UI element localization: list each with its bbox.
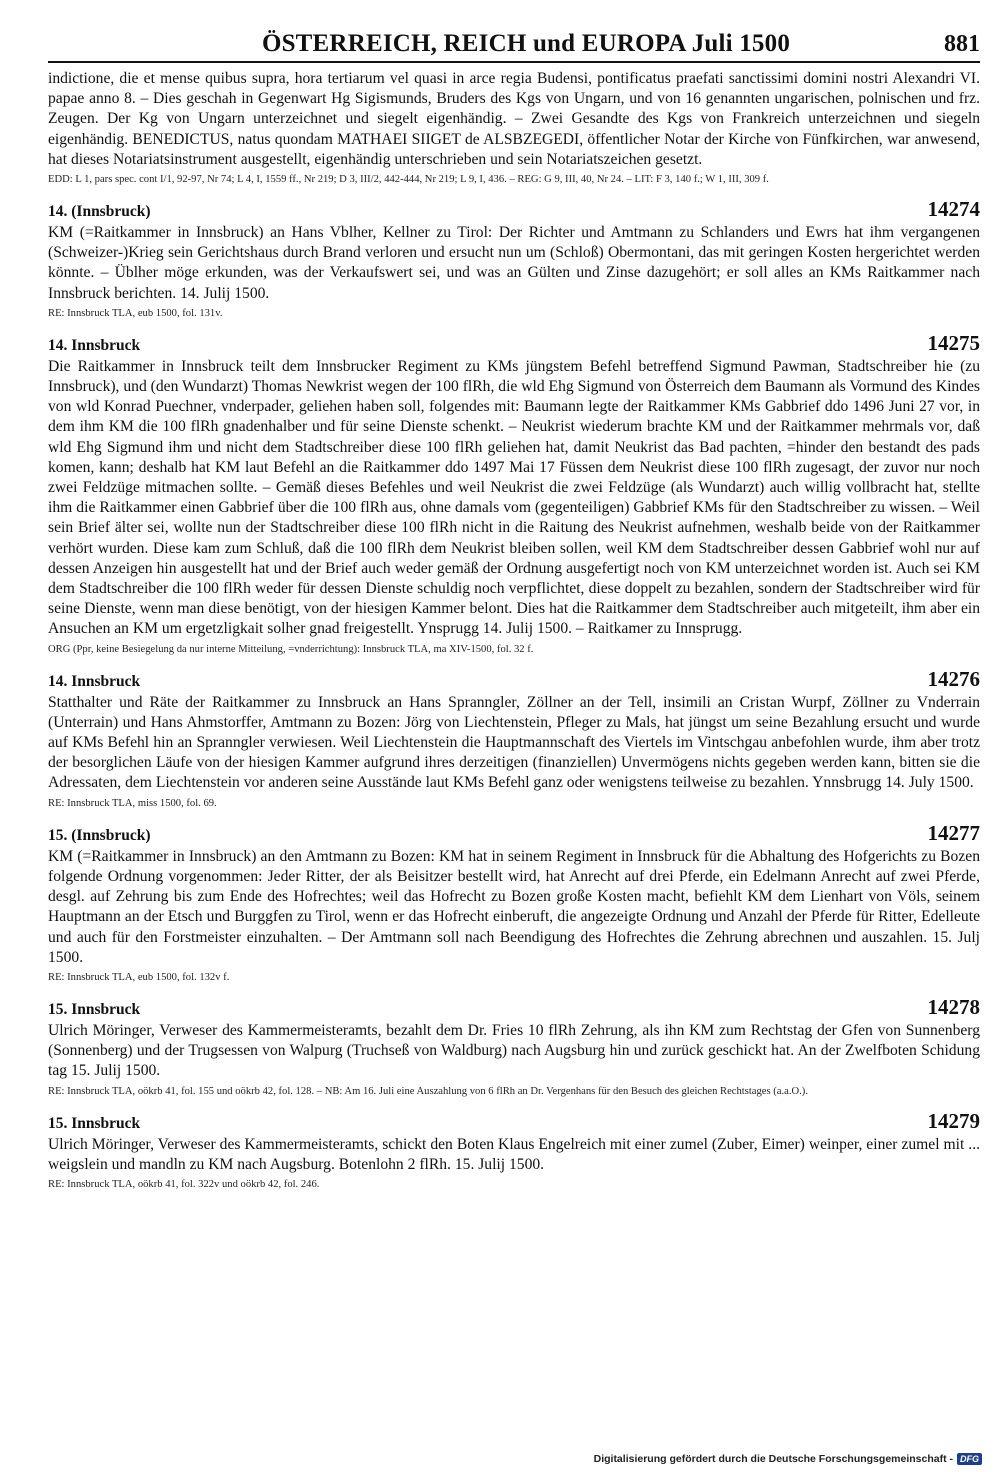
entry-text: KM (=Raitkammer in Innsbruck) an den Amtmann zu Bozen: KM hat in seinem Regiment in Innsbruck für die Abhaltung des Hofgerichts zu Bozen folgende Ordnung vorgenommen: Jeder Ritter, der als Beisitzer bestellt wird, hat Anrecht auf drei Pferde, ein Edelmann Anrecht auf zwei Pferde, desgl. auf Zehrung bis zum Ende des Hofrechtes; weil das Hofrecht zu Bozen große Kosten macht, befiehlt KM dem Lienhart von Völs, seinem Hauptmann an der Etsch und Burggfen zu Tirol, wenn er das Hofrecht einberuft, die angezeigte Ordnung und Anzahl der Pferde für Ritter, Edelleute und auch für den Forstmeister einzuhalten. – Der Amtmann soll nach Beendigung des Hofrechtes die Zehrung abrechnen und auszahlen. 15. Julj 1500. [48, 847, 980, 966]
entry-header [48, 197, 980, 222]
entry-number: 14277 [927, 820, 980, 845]
entry-14276 [48, 667, 980, 811]
entry-text: Ulrich Möringer, Verweser des Kammermeisteramts, bezahlt dem Dr. Fries 10 flRh Zehrung, als ihn KM zum Rechtstag der Gfen von Sunnenberg (Sonnenberg) und der Trugsessen von Walpurg (Truchseß von Waldburg) nach Augsburg hin und zurück geschickt hat. An der Zwelfboten Schidung tag 15. Julij 1500. [48, 1021, 980, 1080]
entry-text: KM (=Raitkammer in Innsbruck) an Hans Vblher, Kellner zu Tirol: Der Richter und Amtmann zu Schlanders und Ewrs hat ihm vergangenen (Schweizer-)Krieg sein Gerichtshaus durch Brand verloren und ersucht nun um (Schloß) Obermontani, das mit geringen Kosten hergerichtet werden könnte. – Üblher möge erkunden, was der Verkaufswert sei, und was an Gülten und Zinse dazugehört; er soll alles an KMs Raitkammer nach Innsbruck berichten. 14. Julij 1500. [48, 224, 980, 302]
entry-note: RE: Innsbruck TLA, eub 1500, fol. 131v. [48, 307, 223, 319]
intro-block [48, 69, 980, 187]
entry-number: 14279 [927, 1108, 980, 1133]
entry-note: RE: Innsbruck TLA, miss 1500, fol. 69. [48, 797, 217, 809]
entry-header [48, 331, 980, 356]
entry-number: 14278 [927, 994, 980, 1019]
dfg-logo: DFG [957, 1453, 982, 1465]
entry-date: 15. Innsbruck [48, 1114, 141, 1132]
intro-note: EDD: L 1, pars spec. cont I/1, 92-97, Nr 74; L 4, I, 1559 ff., Nr 219; D 3, III/2, 442-444, Nr 219; L 9, I, 436. – REG: G 9, III, 40, Nr 24. – LIT: F 3, 140 f.; W 1, III, 309 f. [48, 174, 769, 186]
entry-header [48, 1109, 980, 1134]
entry-text: Die Raitkammer in Innsbruck teilt dem Innsbrucker Regiment zu KMs jüngstem Befehl betreffend Sigmund Pawman, Stadtschreiber hie (zu Innsbruck), und (den Wundarzt) Thomas Newkrist wegen der 100 flRh, die wld Ehg Sigmund von Österreich dem Baumann als Vormund des Kindes von wld Konrad Puechner, vnderpader, geliehen haben soll, folgendes mit: Baumann legte der Raitkammer KMs Gabbrief ddo 1496 Juni 27 vor, in dem ihm KM die 100 flRh gnadenhalber und für seine Dienste schenkt. – Neukrist wiederum brachte KM und der Raitkammer mehrmals vor, daß wld Ehg Sigmund ihm und nicht dem Stadtschreiber diese 100 flRh geliehen hat, damit Neukrist das Bad pachten, =hinder den bestandt des pads komen, kann; deshalb hat KM laut Befehl an die Raitkammer ddo 1497 Mai 17 Füssen dem Neukrist diese 100 flRh zugesagt, der zuvor nur noch zwei Feldzüge mitmachen sollte. – Gemäß dieses Befehles und weil Neukrist die zwei Feldzüge (als Wundarzt) auch willig vollbracht hat, stellte ihm die Raitkammer einen Gabbrief über die 100 flRh aus, ohne damals vom (gegenteiligen) Gabbrief KMs für den Stadtschreiber zu wissen. – Weil sein Brief älter sei, wollte nun der Stadtschreiber diese 100 flRh nicht in die Raitung des Neukrist aufnehmen, weshalb beide von der Raitkammer verhört wurden. Diese kam zum Schluß, daß die 100 flRh dem Neukrist bleiben sollen, weil KM dem Stadtschreiber dessen Gabbrief wohl nur auf dessen Anzeigen hin ausgestellt hat und der Brief auch weder gemäß der Ordnung ausgefertigt noch von KM unterzeichnet worden ist. Auch sei KM dem Stadtschreiber die 100 flRh weder für dessen Dienste schuldig noch verpflichtet, diese doppelt zu bezahlen, sondern der Stadtschreiber wird für seine Dienste, wenn man diese benötigt, von der hiesigen Kammer belont. Dies hat die Raitkammer dem Stadtschreiber auch mitgeteilt, ihm aber ein Ansuchen an KM um ergetzligkait solher gnad freigestellt. Ynsprugg 14. Julij 1500. – Raitkamer zu Innsprugg. [48, 357, 980, 638]
entry-number: 14274 [927, 197, 980, 222]
page [48, 30, 980, 1192]
entry-text: Ulrich Möringer, Verweser des Kammermeisteramts, schickt den Boten Klaus Engelreich mit einer zumel (Zuber, Eimer) weinper, einer zumel mit ... weigslein und mandln zu KM nach Augsburg. Botenlohn 2 flRh. 15. Julij 1500. [48, 1135, 980, 1173]
entry-header [48, 995, 980, 1020]
funding-text: Digitalisierung gefördert durch die Deutsche Forschungsgemeinschaft - [593, 1453, 953, 1465]
entry-note: ORG (Ppr, keine Besiegelung da nur interne Mitteilung, =vnderrichtung): Innsbruck TLA, ma XIV-1500, fol. 32 f. [48, 643, 534, 655]
entry-14279 [48, 1109, 980, 1192]
page-number: 881 [943, 31, 980, 57]
running-header [48, 30, 980, 63]
entry-header [48, 821, 980, 846]
intro-text: indictione, die et mense quibus supra, hora tertiarum vel quasi in arce regia Budensi, pontificatus praefati sanctissimi domini nostri Alexandri VI. papae anno 8. – Dies geschah in Gegenwart Hg Sigismunds, Bruders des Kgs von Ungarn, und von 16 genannten ungarischen, polnischen und frz. Zeugen. Der Kg von Ungarn unterzeichnet und siegelt eigenhändig. – Zwei Gesandte des Kgs von Frankreich unterzeichnen und siegeln eigenhändig. BENEDICTUS, natus quondam MATHAEI SIIGET de ALSBZEGEDI, öffentlicher Notar der Kirche von Fünfkirchen, war anwesend, hat dieses Notariatsinstrument ausgestellt, eigenhändig unterschrieben und sein Notariatszeichen gesetzt. [48, 70, 980, 168]
entry-14275 [48, 331, 980, 657]
entry-text: Statthalter und Räte der Raitkammer zu Innsbruck an Hans Spranngler, Zöllner an der Tell, insimili an Cristan Wurpf, Zöllner zu Vnderrain (Unterrain) und Hans Ahmstorffer, Amtmann zu Bozen: Jörg von Liechtenstein, Pfleger zu Mals, hat jüngst um seine Bezahlung ersucht und wurde auf KMs Befehl hin an Spranngler verwiesen. Weil Liechtenstein die Hauptmannschaft des Viertels im Vintschgau anbefohlen wurde, ihm aber trotz der besorglichen Läufe von der hiesigen Kammer aufgrund ihres derzeitigen (finanziellen) Unvermögens nichts gegeben werden kann, bitten sie die Adressaten, dem Liechtenstein vor anderen seine Ausstände laut KMs Befehl ganz oder wenigstens teilweise zu bezahlen. Ynnsbrugg 14. July 1500. [48, 693, 980, 792]
entry-number: 14275 [927, 330, 980, 355]
entry-date: 14. (Innsbruck) [48, 203, 151, 221]
entry-date: 14. Innsbruck [48, 336, 141, 354]
entry-date: 14. Innsbruck [48, 672, 141, 690]
entry-14278 [48, 995, 980, 1099]
entry-14277 [48, 821, 980, 985]
entry-date: 15. (Innsbruck) [48, 826, 151, 844]
entry-note: RE: Innsbruck TLA, oökrb 41, fol. 155 und oökrb 42, fol. 128. – NB: Am 16. Juli eine Auszahlung von 6 flRh an Dr. Vergenhans für den Besuch des gleichen Rechtstages (a.a.O.). [48, 1085, 808, 1097]
entry-number: 14276 [927, 666, 980, 691]
entry-note: RE: Innsbruck TLA, oökrb 41, fol. 322v und oökrb 42, fol. 246. [48, 1178, 320, 1190]
funding-footer [594, 1453, 982, 1465]
entry-14274 [48, 197, 980, 321]
entry-date: 15. Innsbruck [48, 1000, 141, 1018]
page-title: ÖSTERREICH, REICH und EUROPA Juli 1500 [261, 30, 791, 57]
entry-note: RE: Innsbruck TLA, eub 1500, fol. 132v f. [48, 971, 230, 983]
entry-header [48, 667, 980, 692]
